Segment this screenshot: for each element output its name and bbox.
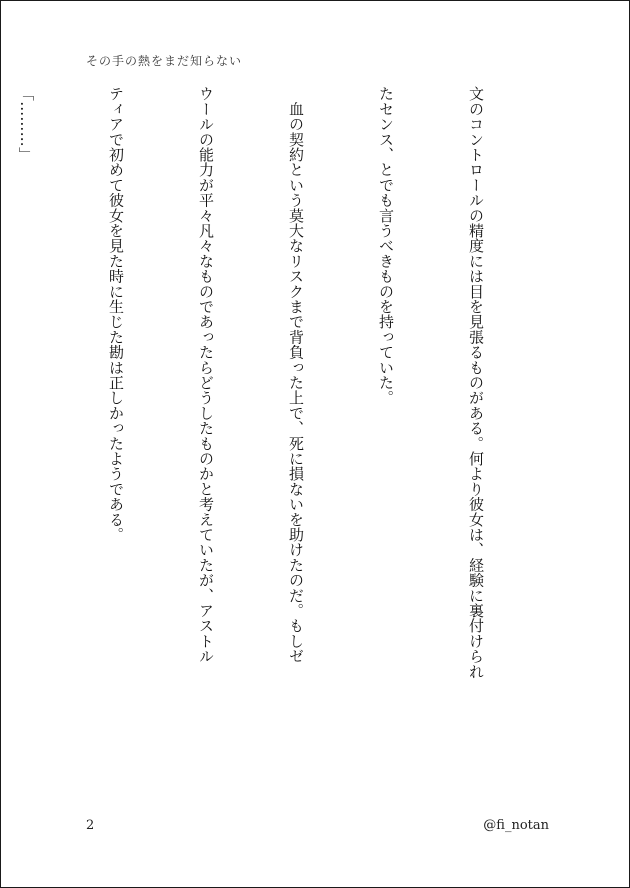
running-title: その手の熱をまだ知らない xyxy=(86,54,243,68)
text-line: 血の契約という莫大なリスクまで背負った上で、死に損ないを助けたのだ。もしゼ xyxy=(287,86,305,664)
vertical-body-text xyxy=(17,86,551,776)
author-handle: @fi_notan xyxy=(483,818,549,833)
page-number: 2 xyxy=(86,818,95,833)
text-line: たセンス、とでも言うべきものを持っていた。 xyxy=(377,86,395,406)
text-line: 「………」 xyxy=(17,86,35,162)
text-line: 文のコントロールの精度には目を見張るものがある。何より彼女は、経験に裏付けられ xyxy=(467,86,485,679)
text-line: ウールの能力が平々凡々なものであったらどうしたものかと考えていたが、アストル xyxy=(197,86,215,664)
text-line: ティアで初めて彼女を見た時に生じた勘は正しかったようである。 xyxy=(107,86,125,542)
